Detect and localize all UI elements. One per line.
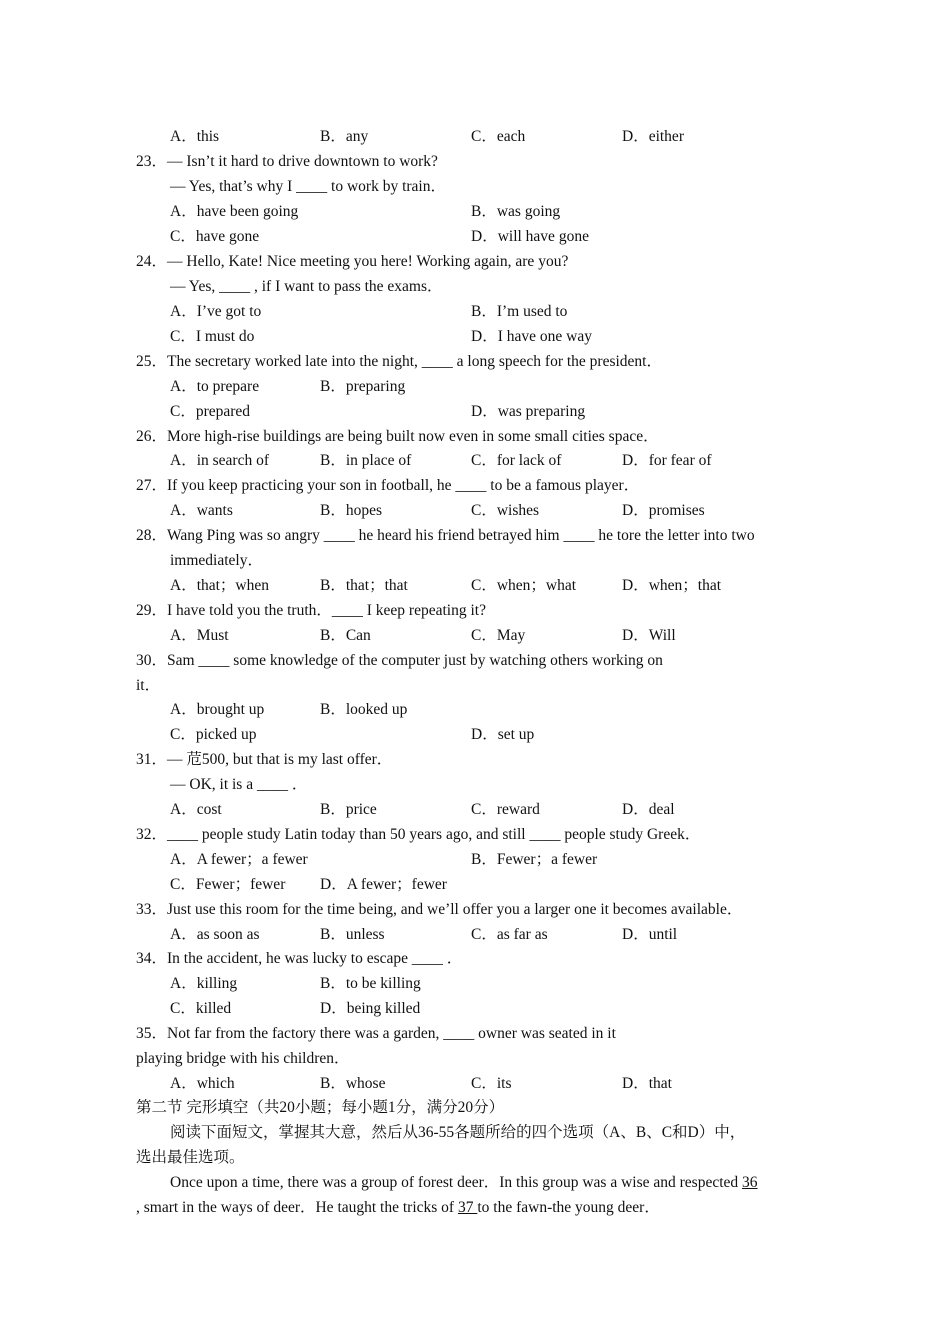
- q35-option-c: C．its: [471, 1075, 512, 1092]
- q32-option-d: D．A fewer；fewer: [320, 876, 447, 893]
- q26-option-c: C．for lack of: [471, 452, 562, 469]
- q28-option-c: C．when；what: [471, 577, 577, 594]
- q24-option-c: C．I must do: [170, 328, 255, 345]
- q33-option-c: C．as far as: [471, 926, 548, 943]
- q22-option-a: A．this: [170, 128, 220, 145]
- q28-stem-cont: immediately．: [170, 552, 263, 569]
- q30-option-c: C．picked up: [170, 726, 257, 743]
- q27-option-a: A．wants: [170, 502, 233, 519]
- q29-option-d: D．Will: [622, 627, 676, 644]
- q23-stem-reply: — Yes, that’s why I ____ to work by train．: [170, 178, 446, 195]
- q35-option-b: B．whose: [320, 1075, 386, 1092]
- q23-stem: 23．— Isn’t it hard to drive downtown to work?: [136, 153, 438, 170]
- q27-stem: 27．If you keep practicing your son in football, he ____ to be a famous player．: [136, 477, 640, 494]
- q23-option-a: A．have been going: [170, 203, 299, 220]
- passage-text: to the fawn-the young deer．: [477, 1199, 660, 1216]
- q22-option-c: C．each: [471, 128, 526, 145]
- q33-option-d: D．until: [622, 926, 678, 943]
- passage-text: , smart in the ways of deer．He taught the tricks of: [136, 1199, 458, 1216]
- q27-option-c: C．wishes: [471, 502, 540, 519]
- section2-instructions: 阅读下面短文，掌握其大意，然后从36-55各题所给的四个选项（A、B、C和D）中，: [170, 1124, 746, 1141]
- q25-option-d: D．was preparing: [471, 403, 586, 420]
- q25-option-c: C．prepared: [170, 403, 251, 420]
- q35-option-a: A．which: [170, 1075, 235, 1092]
- q35-stem-cont: playing bridge with his children．: [136, 1050, 350, 1067]
- passage-line-1: [170, 1173, 758, 1193]
- q30-option-b: B．looked up: [320, 701, 408, 718]
- q32-option-b: B．Fewer；a fewer: [471, 851, 598, 868]
- q28-option-a: A．that；when: [170, 577, 270, 594]
- q31-option-d: D．deal: [622, 801, 675, 818]
- q25-option-a: A．to prepare: [170, 378, 260, 395]
- q35-stem: 35．Not far from the factory there was a garden, ____ owner was seated in it: [136, 1025, 616, 1042]
- q31-option-b: B．price: [320, 801, 377, 818]
- q32-stem: 32．____ people study Latin today than 50 years ago, and still ____ people study Greek．: [136, 826, 701, 843]
- q31-stem-reply: — OK, it is a ____ ．: [170, 776, 308, 793]
- section2-instructions-cont: 选出最佳选项。: [136, 1149, 245, 1166]
- q23-option-d: D．will have gone: [471, 228, 589, 245]
- q34-option-d: D．being killed: [320, 1000, 421, 1017]
- q25-stem: 25．The secretary worked late into the night, ____ a long speech for the president．: [136, 353, 662, 370]
- q33-stem: 33．Just use this room for the time being, and we’ll offer you a larger one it becomes available．: [136, 901, 743, 918]
- q22-option-d: D．either: [622, 128, 684, 145]
- q25-option-b: B．preparing: [320, 378, 406, 395]
- q34-option-a: A．killing: [170, 975, 238, 992]
- passage-line-2: [136, 1198, 660, 1218]
- q26-option-a: A．in search of: [170, 452, 269, 469]
- q24-stem: 24．— Hello, Kate! Nice meeting you here! Working again, are you?: [136, 253, 569, 270]
- q30-stem: 30．Sam ____ some knowledge of the computer just by watching others working on: [136, 652, 663, 669]
- q33-option-a: A．as soon as: [170, 926, 260, 943]
- q29-option-c: C．May: [471, 627, 526, 644]
- q31-stem: 31．— 苊500, but that is my last offer．: [136, 751, 393, 768]
- q23-option-c: C．have gone: [170, 228, 260, 245]
- q28-stem: 28．Wang Ping was so angry ____ he heard his friend betrayed him ____ he tore the letter into two: [136, 527, 755, 544]
- q34-stem: 34．In the accident, he was lucky to escape ____ ．: [136, 950, 463, 967]
- q30-stem-cont: it．: [136, 677, 161, 694]
- q24-stem-reply: — Yes, ____ , if I want to pass the exams．: [170, 278, 443, 295]
- q29-option-a: A．Must: [170, 627, 229, 644]
- q32-option-c: C．Fewer；fewer: [170, 876, 286, 893]
- q32-option-a: A．A fewer；a fewer: [170, 851, 308, 868]
- q24-option-b: B．I’m used to: [471, 303, 568, 320]
- blank-37: 37: [457, 1199, 478, 1216]
- q22-option-b: B．any: [320, 128, 369, 145]
- q24-option-d: D．I have one way: [471, 328, 592, 345]
- q28-option-d: D．when；that: [622, 577, 722, 594]
- q28-option-b: B．that；that: [320, 577, 408, 594]
- q30-option-d: D．set up: [471, 726, 535, 743]
- blank-36: 36: [742, 1174, 758, 1191]
- q31-option-c: C．reward: [471, 801, 540, 818]
- q27-option-b: B．hopes: [320, 502, 383, 519]
- q29-stem: 29．I have told you the truth．____ I keep repeating it?: [136, 602, 486, 619]
- q34-option-c: C．killed: [170, 1000, 232, 1017]
- q26-option-b: B．in place of: [320, 452, 412, 469]
- q30-option-a: A．brought up: [170, 701, 265, 718]
- q34-option-b: B．to be killing: [320, 975, 421, 992]
- passage-text: Once upon a time, there was a group of forest deer．In this group was a wise and respected: [170, 1174, 743, 1191]
- q26-stem: 26．More high-rise buildings are being built now even in some small cities space．: [136, 428, 659, 445]
- q29-option-b: B．Can: [320, 627, 371, 644]
- q26-option-d: D．for fear of: [622, 452, 712, 469]
- q27-option-d: D．promises: [622, 502, 705, 519]
- q33-option-b: B．unless: [320, 926, 385, 943]
- section2-heading: 第二节 完形填空（共20小题；每小题1分，满分20分）: [136, 1099, 505, 1116]
- q35-option-d: D．that: [622, 1075, 672, 1092]
- q24-option-a: A．I’ve got to: [170, 303, 262, 320]
- q31-option-a: A．cost: [170, 801, 222, 818]
- q23-option-b: B．was going: [471, 203, 561, 220]
